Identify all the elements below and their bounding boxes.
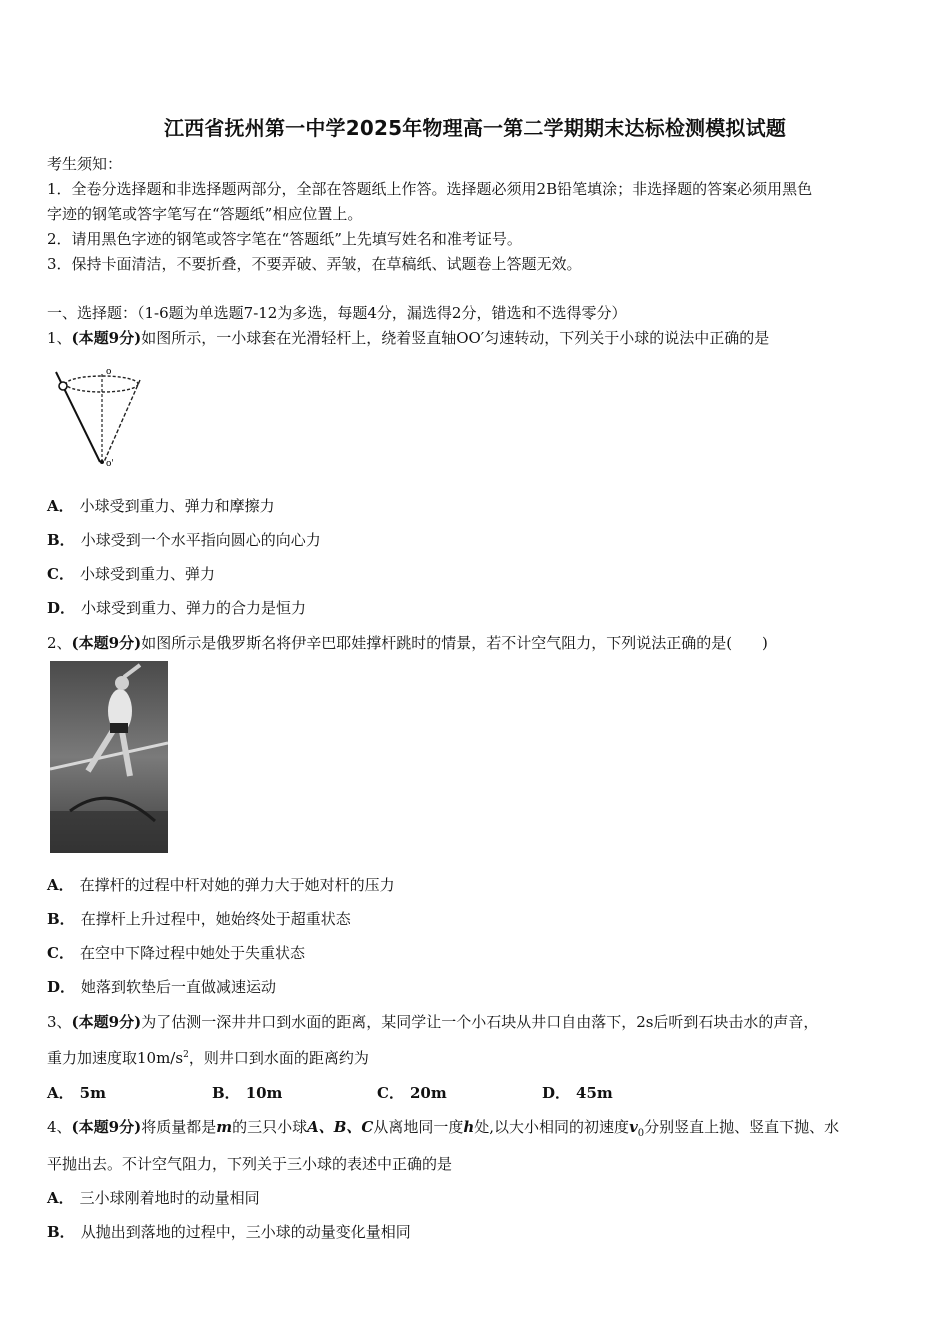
ball [59, 382, 67, 390]
question-tag: (本题9分) [71, 1118, 142, 1136]
q1-option-b: B． 小球受到一个水平指向圆心的向心力 [47, 531, 321, 549]
q1-option-a: A． 小球受到重力、弹力和摩擦力 [47, 497, 275, 515]
question-text: 如图所示，一小球套在光滑轻杆上，绕着竖直轴OO′匀速转动，下列关于小球的说法中正确的是 [141, 329, 770, 347]
athlete-shorts [110, 723, 128, 733]
question-3-stem-line-1 [47, 1011, 818, 1032]
notice-item-1-line-2: 字迹的钢笔或答字笔写在“答题纸”相应位置上。 [47, 205, 363, 223]
notice-item-1-line-1: 1．全卷分选择题和非选择题两部分，全部在答题纸上作答。选择题必须用2B铅笔填涂；非选择题的答案必须用黑色 [47, 180, 813, 198]
question-4-stem-line-2: 平抛出去。不计空气阻力，下列关于三小球的表述中正确的是 [47, 1155, 453, 1173]
question-2-stem [47, 632, 768, 653]
page-title: 江西省抚州第一中学2025年物理高一第二学期期末达标检测模拟试题 [163, 116, 787, 140]
section-heading: 一、选择题：（1-6题为单选题7-12为多选，每题4分，漏选得2分，错选和不选得零分） [47, 304, 627, 322]
question-text: 为了估测一深井井口到水面的距离，某同学让一个小石块从井口自由落下，2s后听到石块击水的声音， [141, 1013, 819, 1031]
q1-option-c: C． 小球受到重力、弹力 [47, 565, 215, 583]
question-text: 如图所示是俄罗斯名将伊辛巴耶娃撑杆跳时的情景，若不计空气阻力，下列说法正确的是( ) [141, 634, 768, 652]
question-number: 2、 [47, 634, 72, 652]
question-1-stem [47, 327, 769, 348]
label-o-top: o [106, 367, 112, 377]
question-tag: (本题9分) [71, 634, 142, 652]
q3-option-d: D． 45m [542, 1084, 613, 1102]
q3-option-b: B． 10m [212, 1084, 283, 1102]
q4-option-b: B． 从抛出到落地的过程中，三小球的动量变化量相同 [47, 1223, 411, 1241]
question-tag: (本题9分) [71, 329, 142, 347]
q2-option-b: B． 在撑杆上升过程中，她始终处于超重状态 [47, 910, 351, 928]
rod-figure-svg [48, 366, 148, 470]
question-tag: (本题9分) [71, 1013, 142, 1031]
pole-vault-svg [50, 661, 168, 853]
athlete-head [115, 676, 129, 690]
q2-option-c: C． 在空中下降过程中她处于失重状态 [47, 944, 305, 962]
question-4-stem-line-1: 4、(本题9分)将质量都是m的三只小球A、B、C从离地同一度h处,以大小相同的初速度$v_0$分别竖直上抛、竖直下抛、水 [47, 1118, 840, 1139]
q1-option-d: D． 小球受到重力、弹力的合力是恒力 [47, 599, 307, 617]
pole-vault-photo [50, 661, 168, 853]
q2-option-d: D． 她落到软垫后一直做减速运动 [47, 978, 277, 996]
question-number: 3、 [47, 1013, 72, 1031]
label-o-bottom: o' [106, 459, 114, 469]
question-number: 4、 [47, 1118, 72, 1136]
notice-item-3: 3．保持卡面清洁，不要折叠，不要弄破、弄皱，在草稿纸、试题卷上答题无效。 [47, 255, 582, 273]
notice-item-2: 2．请用黑色字迹的钢笔或答字笔在“答题纸”上先填写姓名和准考证号。 [47, 230, 522, 248]
notice-heading: 考生须知： [47, 155, 123, 173]
question-3-stem-line-2: 重力加速度取$10m/s^2$，则井口到水面的距离约为 [47, 1049, 369, 1067]
q3-option-c: C． 20m [377, 1084, 447, 1102]
pivot-point [100, 460, 104, 464]
q3-option-a: A． 5m [47, 1084, 106, 1102]
question-number: 1、 [47, 329, 72, 347]
q2-option-a: A． 在撑杆的过程中杆对她的弹力大于她对杆的压力 [47, 876, 395, 894]
rotating-rod-diagram [48, 366, 148, 470]
q4-option-a: A． 三小球刚着地时的动量相同 [47, 1189, 260, 1207]
